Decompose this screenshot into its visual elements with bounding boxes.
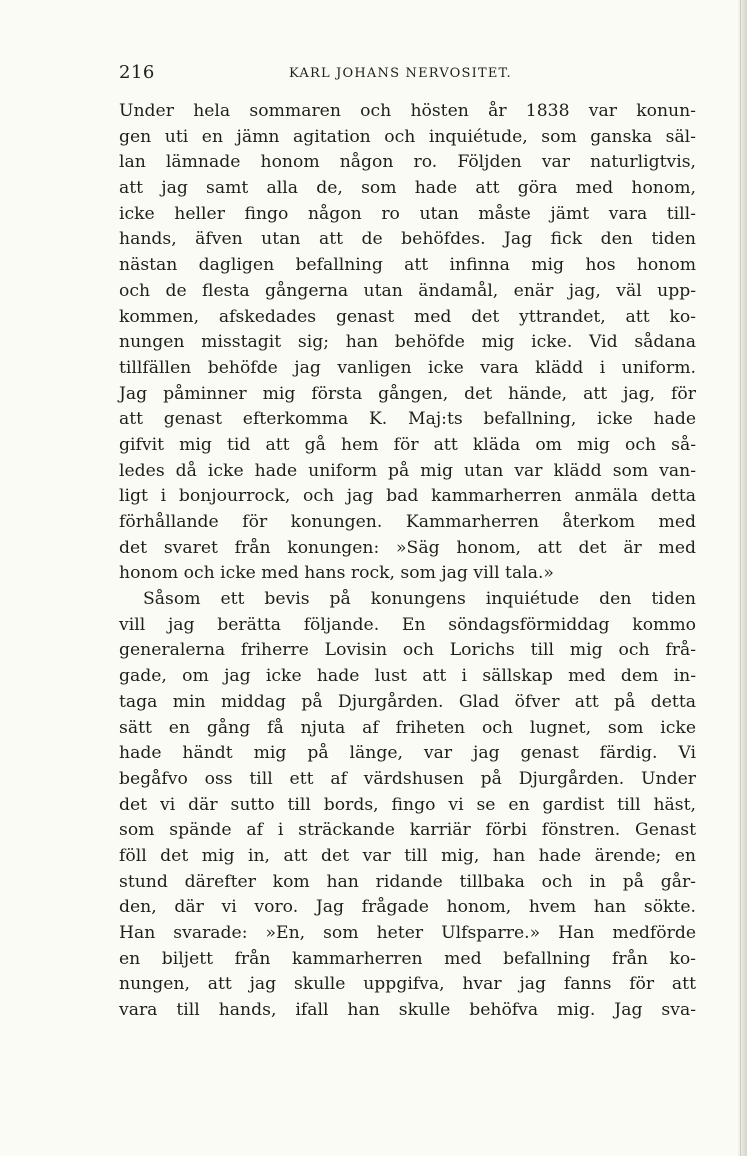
page-edge-line <box>740 0 741 1156</box>
text-line: ledes då icke hade uniform på mig utan var klädd som van- <box>119 460 696 481</box>
text-line: hade händt mig på länge, var jag genast färdig. Vi <box>119 743 696 764</box>
text-line: och de flesta gångerna utan ändamål, enär jag, väl upp- <box>119 280 696 301</box>
text-line: lan lämnade honom någon ro. Följden var naturligtvis, <box>119 152 696 173</box>
text-line: nästan dagligen befallning att infinna mig hos honom <box>119 255 696 276</box>
running-head <box>119 60 696 90</box>
text-line: som spände af i sträckande karriär förbi fönstren. Genast <box>119 820 696 841</box>
text-line: begåfvo oss till ett af värdshusen på Djurgården. Under <box>119 768 696 789</box>
text-line: tillfällen behöfde jag vanligen icke vara klädd i uniform. <box>119 357 696 378</box>
text-line: en biljett från kammarherren med befallning från ko- <box>119 948 696 969</box>
text-line: Jag påminner mig första gången, det hände, att jag, för <box>119 383 696 404</box>
text-line: Under hela sommaren och hösten år 1838 var konun- <box>119 101 696 121</box>
text-line: ligt i bonjourrock, och jag bad kammarherren anmäla detta <box>119 486 696 507</box>
text-line: generalerna friherre Lovisin och Lorichs till mig och frå- <box>119 640 696 661</box>
text-line: stund därefter kom han ridande tillbaka och in på går- <box>119 871 696 892</box>
running-title: KARL JOHANS NERVOSITET. <box>289 66 512 81</box>
text-line: det svaret från konungen: »Säg honom, att det är med <box>119 537 696 558</box>
text-line: föll det mig in, att det var till mig, han hade ärende; en <box>119 845 696 866</box>
text-line: kommen, afskedades genast med det yttrandet, att ko- <box>119 306 696 327</box>
text-line: sätt en gång få njuta af friheten och lugnet, som icke <box>119 717 696 738</box>
text-line: gen uti en jämn agitation och inquiétude, som ganska säl- <box>119 126 696 147</box>
text-line: vill jag berätta följande. En söndagsförmiddag kommo <box>119 614 696 635</box>
body-text <box>119 99 696 1024</box>
text-line: hands, äfven utan att de behöfdes. Jag fick den tiden <box>119 229 696 250</box>
text-line: att genast efterkomma K. Maj:ts befallning, icke hade <box>119 409 696 430</box>
text-line: Såsom ett bevis på konungens inquiétude den tiden <box>143 589 696 610</box>
text-line: taga min middag på Djurgården. Glad öfver att på detta <box>119 691 696 712</box>
page-number: 216 <box>119 62 155 83</box>
text-line: gade, om jag icke hade lust att i sällskap med dem in- <box>119 666 696 687</box>
text-line: icke heller fingo någon ro utan måste jämt vara till- <box>119 203 696 224</box>
text-line: nungen, att jag skulle uppgifva, hvar jag fanns för att <box>119 974 696 995</box>
text-line: honom och icke med hans rock, som jag vill tala.» <box>119 563 554 584</box>
text-line: nungen misstagit sig; han behöfde mig icke. Vid sådana <box>119 332 696 353</box>
text-line: Han svarade: »En, som heter Ulfsparre.» Han medförde <box>119 923 696 943</box>
text-line: den, där vi voro. Jag frågade honom, hvem han sökte. <box>119 897 696 918</box>
text-line: gifvit mig tid att gå hem för att kläda om mig och så- <box>119 434 696 455</box>
text-line: förhållande för konungen. Kammarherren återkom med <box>119 512 696 532</box>
text-line: att jag samt alla de, som hade att göra med honom, <box>119 178 696 199</box>
text-line: vara till hands, ifall han skulle behöfva mig. Jag sva- <box>119 1000 696 1021</box>
text-line: det vi där sutto till bords, fingo vi se en gardist till häst, <box>119 794 696 815</box>
